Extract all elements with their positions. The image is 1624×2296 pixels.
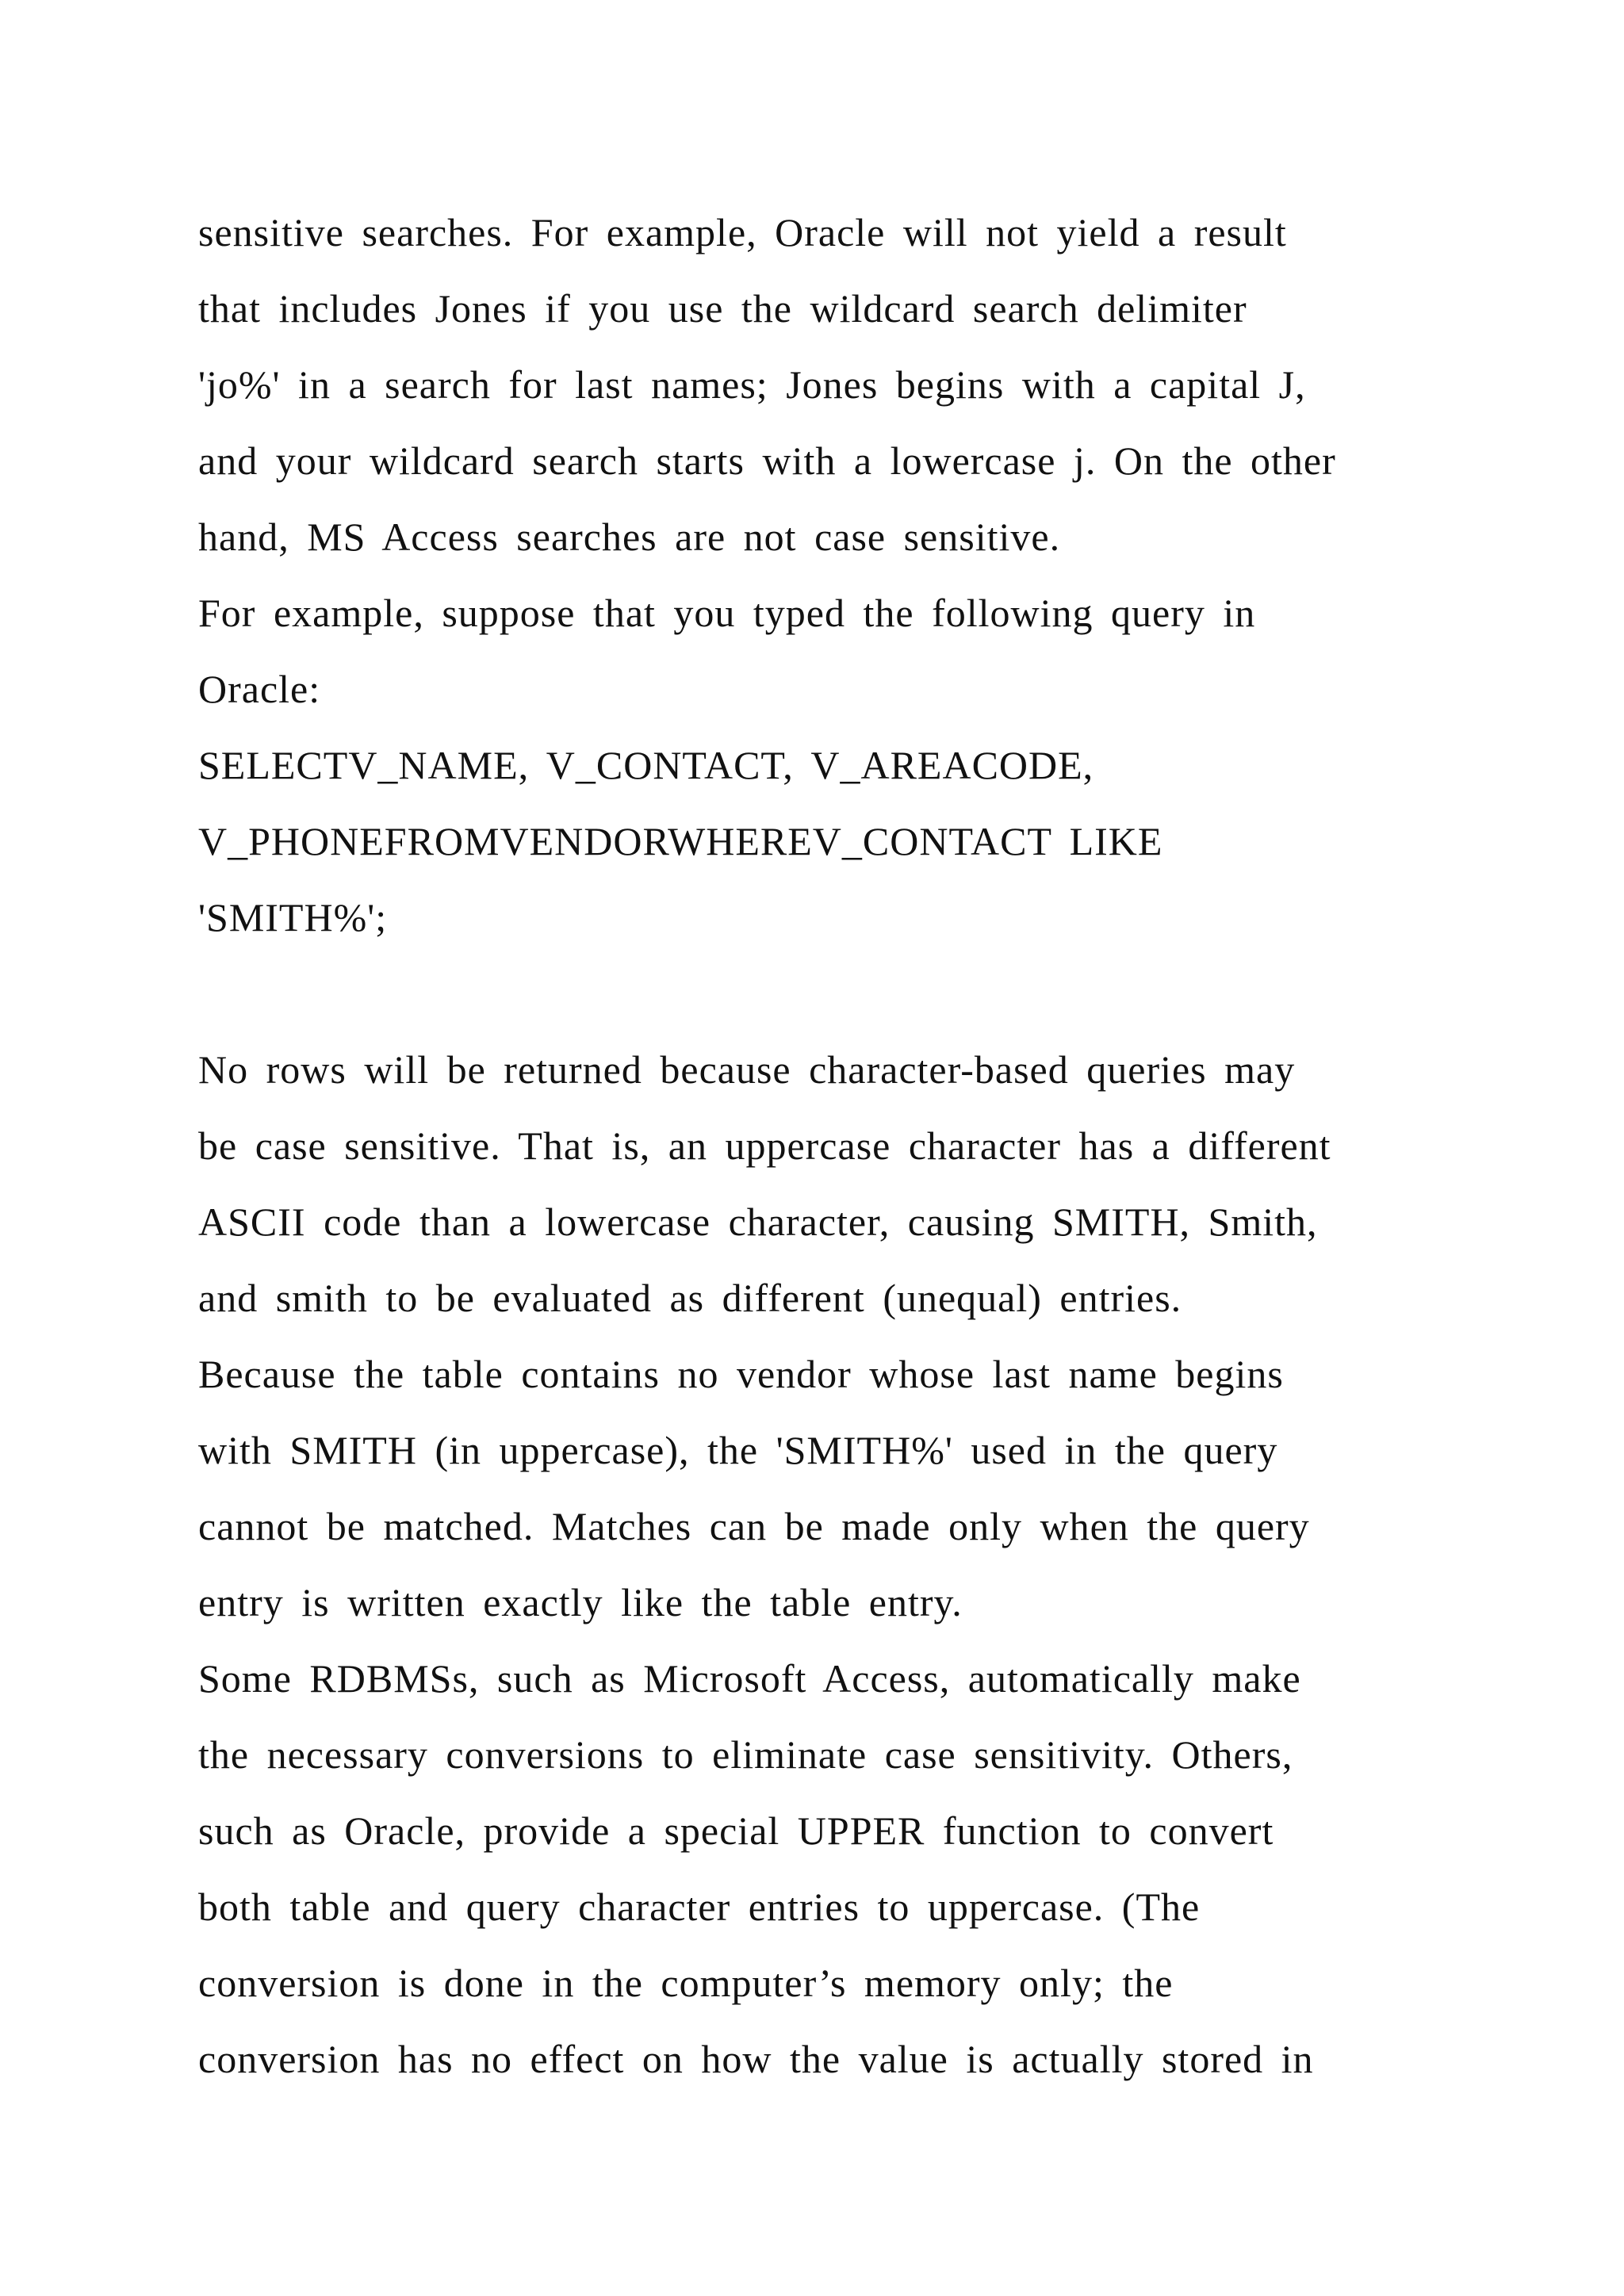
- text-line: that includes Jones if you use the wildcard search delimiter: [198, 286, 1247, 331]
- text-line: be case sensitive. That is, an uppercase character has a different: [198, 1123, 1331, 1168]
- text-line: Oracle:: [198, 667, 321, 711]
- text-line: entry is written exactly like the table entry.: [198, 1580, 963, 1624]
- text-line: 'jo%' in a search for last names; Jones begins with a capital J,: [198, 362, 1306, 407]
- text-line: and your wildcard search starts with a lowercase j. On the other: [198, 438, 1336, 483]
- text-line: No rows will be returned because character-based queries may: [198, 1047, 1296, 1092]
- text-line: with SMITH (in uppercase), the 'SMITH%' used in the query: [198, 1428, 1278, 1472]
- sql-line: SELECTV_NAME, V_CONTACT, V_AREACODE,: [198, 743, 1094, 787]
- text-line: conversion has no effect on how the value is actually stored in: [198, 2037, 1314, 2081]
- text-line: ASCII code than a lowercase character, causing SMITH, Smith,: [198, 1200, 1318, 1244]
- text-line: Some RDBMSs, such as Microsoft Access, automatically make: [198, 1656, 1301, 1701]
- text-line: both table and query character entries to uppercase. (The: [198, 1885, 1201, 1929]
- sql-line: 'SMITH%';: [198, 895, 388, 939]
- text-line: sensitive searches. For example, Oracle will not yield a result: [198, 210, 1287, 254]
- text-line: conversion is done in the computer’s memory only; the: [198, 1961, 1174, 2005]
- sql-line: V_PHONEFROMVENDORWHEREV_CONTACT LIKE: [198, 819, 1163, 863]
- text-line: hand, MS Access searches are not case sensitive.: [198, 515, 1061, 559]
- text-line: and smith to be evaluated as different (unequal) entries.: [198, 1276, 1182, 1320]
- body-text: [198, 194, 1451, 2097]
- blank-line: [198, 955, 1451, 1031]
- text-line: Because the table contains no vendor whose last name begins: [198, 1352, 1284, 1396]
- text-line: the necessary conversions to eliminate case sensitivity. Others,: [198, 1732, 1293, 1777]
- text-line: For example, suppose that you typed the following query in: [198, 591, 1256, 635]
- text-line: cannot be matched. Matches can be made only when the query: [198, 1504, 1310, 1548]
- text-line: such as Oracle, provide a special UPPER function to convert: [198, 1808, 1274, 1853]
